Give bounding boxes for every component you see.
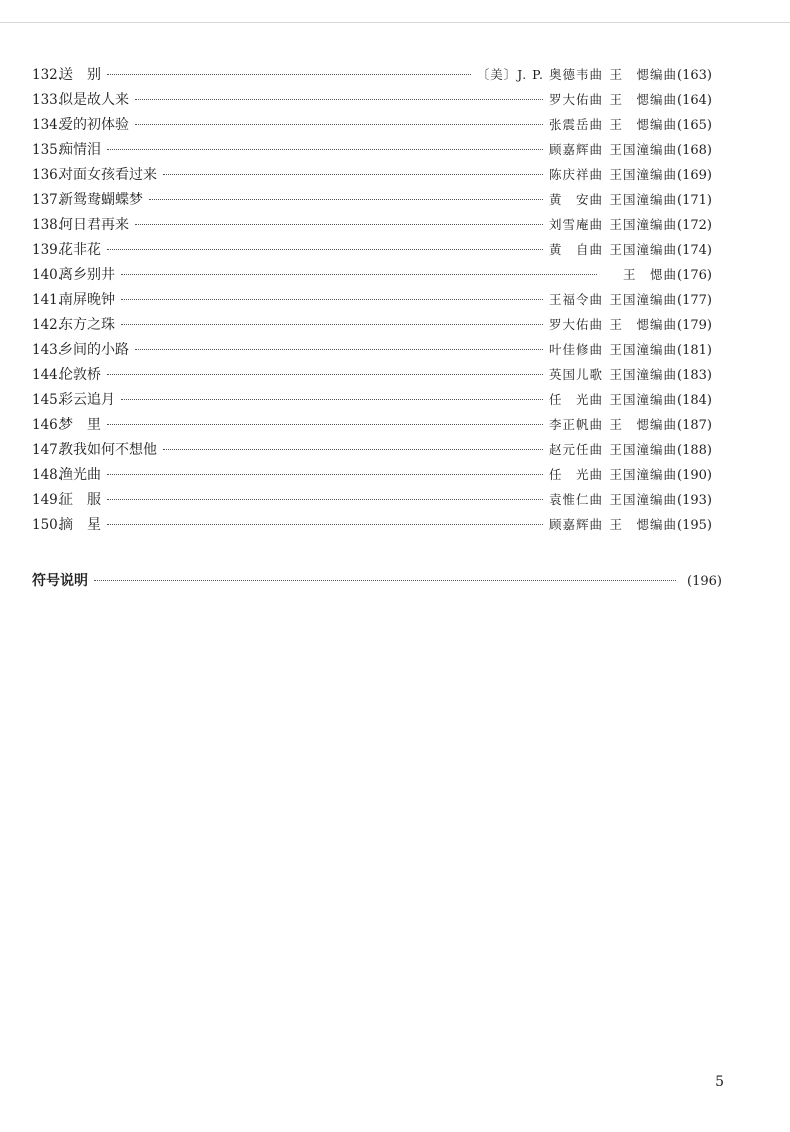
dot-leader <box>107 249 543 250</box>
toc-entry[interactable] <box>32 189 724 214</box>
dot-leader <box>107 499 543 500</box>
entry-number: 145. <box>32 392 63 408</box>
entry-number: 132. <box>32 67 63 83</box>
entry-number: 147. <box>32 442 63 458</box>
entry-title: 新鸳鸯蝴蝶梦 <box>59 192 143 208</box>
entry-title: 伦敦桥 <box>59 367 101 383</box>
page-number: 5 <box>715 1074 724 1090</box>
entry-arranger: 王国潼编曲 <box>609 192 677 207</box>
entry-composer: 〔美〕J. P. 奥德韦曲 <box>476 67 603 82</box>
entry-number: 140. <box>32 267 63 283</box>
toc-entry[interactable] <box>32 164 724 189</box>
entry-arranger: 王 愢编曲 <box>609 317 677 332</box>
dot-leader <box>107 524 543 525</box>
dot-leader <box>135 124 543 125</box>
entry-arranger: 王 愢编曲 <box>609 92 677 107</box>
entry-arranger: 王 愢编曲 <box>609 67 677 82</box>
entry-title: 彩云追月 <box>59 392 115 408</box>
entry-number: 136. <box>32 167 63 183</box>
entry-number: 137. <box>32 192 63 208</box>
entry-page: (193) <box>677 493 712 508</box>
dot-leader <box>135 349 543 350</box>
dot-leader <box>107 424 543 425</box>
entry-composer: 刘雪庵曲 <box>548 217 603 232</box>
entry-page: (176) <box>677 268 712 283</box>
entry-page: (164) <box>677 93 712 108</box>
entry-page: (171) <box>677 193 712 208</box>
entry-number: 149. <box>32 492 63 508</box>
entry-title: 离乡别井 <box>59 267 115 283</box>
toc-entry[interactable] <box>32 264 724 289</box>
entry-number: 150. <box>32 517 63 533</box>
entry-page: (172) <box>677 218 712 233</box>
toc-entry[interactable] <box>32 489 724 514</box>
entry-arranger: 王国潼编曲 <box>609 217 677 232</box>
entry-composer: 李正帆曲 <box>548 417 603 432</box>
entry-title: 何日君再来 <box>59 217 129 233</box>
entry-page: (163) <box>677 68 712 83</box>
entry-title: 梦 里 <box>59 417 101 433</box>
entry-page: (183) <box>677 368 712 383</box>
entry-title: 南屏晚钟 <box>59 292 115 308</box>
entry-composer: 顾嘉辉曲 <box>548 142 603 157</box>
entry-page: (195) <box>677 518 712 533</box>
toc-entry[interactable] <box>32 289 724 314</box>
entry-page: (190) <box>677 468 712 483</box>
entry-arranger: 王 愢编曲 <box>609 117 677 132</box>
entry-number: 134. <box>32 117 63 133</box>
entry-title: 教我如何不想他 <box>59 442 157 458</box>
entry-page: (169) <box>677 168 712 183</box>
entry-number: 139. <box>32 242 63 258</box>
table-of-contents <box>32 64 724 539</box>
dot-leader <box>121 299 543 300</box>
entry-composer: 王福令曲 <box>548 292 603 307</box>
dot-leader <box>135 99 543 100</box>
entry-number: 138. <box>32 217 63 233</box>
toc-entry[interactable] <box>32 239 724 264</box>
dot-leader <box>163 449 543 450</box>
dot-leader <box>107 374 543 375</box>
entry-number: 143. <box>32 342 63 358</box>
dot-leader <box>121 274 597 275</box>
toc-entry[interactable] <box>32 439 724 464</box>
entry-arranger: 王国潼编曲 <box>609 142 677 157</box>
entry-title: 征 服 <box>59 492 101 508</box>
dot-leader <box>135 224 543 225</box>
entry-page: (181) <box>677 343 712 358</box>
entry-composer: 黄 自曲 <box>548 242 603 257</box>
toc-entry[interactable] <box>32 64 724 89</box>
entry-composer: 罗大佑曲 <box>548 317 603 332</box>
entry-composer: 罗大佑曲 <box>548 92 603 107</box>
dot-leader <box>107 149 543 150</box>
entry-composer: 叶佳修曲 <box>548 342 603 357</box>
entry-arranger: 王国潼编曲 <box>609 392 677 407</box>
dot-leader <box>149 199 543 200</box>
symbols-entry[interactable] <box>32 570 722 590</box>
entry-number: 135. <box>32 142 63 158</box>
entry-arranger: 王 愢编曲 <box>609 417 677 432</box>
entry-number: 146. <box>32 417 63 433</box>
entry-page: (187) <box>677 418 712 433</box>
entry-page: (177) <box>677 293 712 308</box>
entry-number: 148. <box>32 467 63 483</box>
entry-arranger: 王国潼编曲 <box>609 342 677 357</box>
dot-leader <box>94 580 676 581</box>
entry-composer: 任 光曲 <box>548 392 603 407</box>
page-top-rule <box>0 22 790 23</box>
entry-page: (168) <box>677 143 712 158</box>
entry-arranger: 王国潼编曲 <box>609 167 677 182</box>
entry-page: (184) <box>677 393 712 408</box>
entry-title: 爱的初体验 <box>59 117 129 133</box>
entry-title: 花非花 <box>59 242 101 258</box>
toc-entry[interactable] <box>32 464 724 489</box>
entry-page: (179) <box>677 318 712 333</box>
entry-title: 送 别 <box>59 67 101 83</box>
dot-leader <box>163 174 543 175</box>
entry-title: 乡间的小路 <box>59 342 129 358</box>
symbols-page: (196) <box>687 574 722 589</box>
entry-title: 摘 星 <box>59 517 101 533</box>
toc-entry[interactable] <box>32 389 724 414</box>
toc-entry[interactable] <box>32 364 724 389</box>
toc-entry[interactable] <box>32 339 724 364</box>
entry-number: 142. <box>32 317 63 333</box>
entry-title: 东方之珠 <box>59 317 115 333</box>
entry-composer: 英国儿歌 <box>548 367 603 382</box>
entry-composer: 黄 安曲 <box>548 192 603 207</box>
dot-leader <box>107 474 543 475</box>
entry-title: 对面女孩看过来 <box>59 167 157 183</box>
entry-arranger: 王 愢曲 <box>622 267 677 282</box>
entry-composer: 陈庆祥曲 <box>548 167 603 182</box>
symbols-title: 符号说明 <box>32 573 88 589</box>
entry-arranger: 王国潼编曲 <box>609 492 677 507</box>
entry-composer: 袁惟仁曲 <box>548 492 603 507</box>
entry-arranger: 王 愢编曲 <box>609 517 677 532</box>
entry-title: 似是故人来 <box>59 92 129 108</box>
toc-entry[interactable] <box>32 114 724 139</box>
dot-leader <box>121 324 543 325</box>
toc-entry[interactable] <box>32 214 724 239</box>
entry-composer: 赵元任曲 <box>548 442 603 457</box>
dot-leader <box>121 399 543 400</box>
entry-composer: 张震岳曲 <box>548 117 603 132</box>
entry-arranger: 王国潼编曲 <box>609 442 677 457</box>
toc-entry[interactable] <box>32 514 724 539</box>
entry-composer: 顾嘉辉曲 <box>548 517 603 532</box>
entry-title: 痴情泪 <box>59 142 101 158</box>
entry-number: 144. <box>32 367 63 383</box>
entry-number: 133. <box>32 92 63 108</box>
entry-number: 141. <box>32 292 63 308</box>
entry-composer: 任 光曲 <box>548 467 603 482</box>
entry-page: (174) <box>677 243 712 258</box>
entry-page: (188) <box>677 443 712 458</box>
dot-leader <box>107 74 471 75</box>
entry-arranger: 王国潼编曲 <box>609 242 677 257</box>
entry-arranger: 王国潼编曲 <box>609 367 677 382</box>
toc-entry[interactable] <box>32 314 724 339</box>
toc-entry[interactable] <box>32 414 724 439</box>
toc-entry[interactable] <box>32 139 724 164</box>
entry-page: (165) <box>677 118 712 133</box>
toc-entry[interactable] <box>32 89 724 114</box>
entry-title: 渔光曲 <box>59 467 101 483</box>
entry-arranger: 王国潼编曲 <box>609 292 677 307</box>
entry-arranger: 王国潼编曲 <box>609 467 677 482</box>
